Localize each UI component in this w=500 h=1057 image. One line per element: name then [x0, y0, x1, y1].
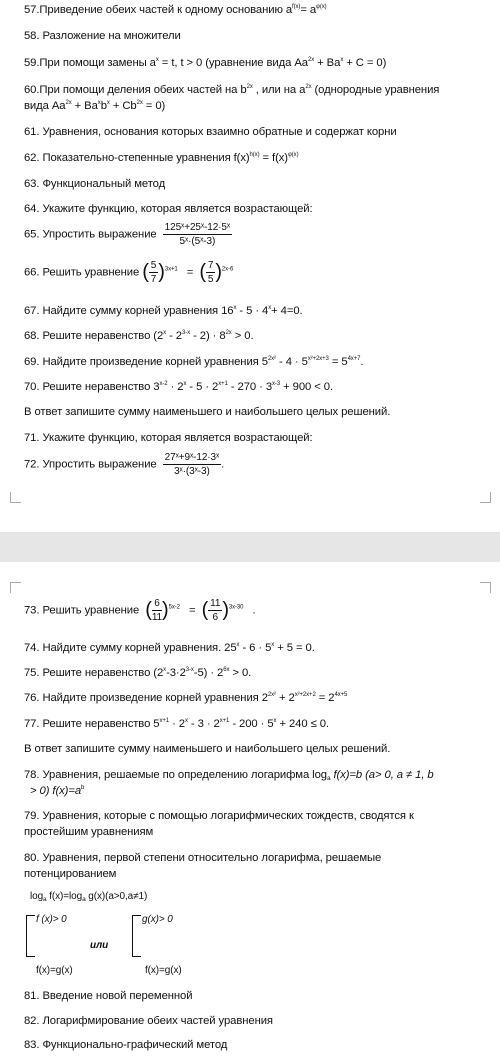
item-70-note: В ответ запишите сумму наименьшего и наибольшего целых решений.: [24, 406, 391, 418]
item-78-line2: > 0) $f(x)=a^b$: [30, 785, 85, 797]
item-65: 65. Упростить выражение $\frac{\text{125ˣ+25ˣ-12·5ˣ}}{\text{5ˣ·(5ˣ-3)}}$: [24, 222, 231, 247]
system-brace-right: [132, 915, 141, 957]
item-82: 82. Логарифмирование обеих частей уравнения: [24, 1015, 273, 1027]
item-66: 66. Решить уравнение ( $\frac{5}{7}$ )$^{3x+1}$ = ( $\frac{7}{5}$ )$^{2x-6}$: [24, 260, 234, 285]
item-77-note: В ответ запишите сумму наименьшего и наибольшего целых решений.: [24, 743, 391, 755]
page-corner-mark: [10, 582, 21, 593]
log-formula: $\log_a f(x)=\log_a$ g(x)(a>0,a≠1): [30, 891, 148, 903]
item-75: 75. Решите неравенство $(2^x-3\cdot 2^{3-x}-5) \cdot 2^{6x} > 0$.: [24, 667, 252, 679]
system-equality-left: f(x)=g(x): [36, 965, 73, 976]
item-57: 57.Приведение обеих частей к одному основанию $a^{f(x)}= a^{\varphi(x)}$: [24, 4, 327, 16]
item-80-line2: потенцированием: [24, 868, 117, 880]
item-81: 81. Введение новой переменной: [24, 990, 193, 1002]
system-condition-f: f (x)> 0: [36, 914, 67, 925]
item-79-line2: простейшим уравнениям: [24, 826, 154, 838]
or-label: или: [90, 940, 109, 951]
item-60-line2: вида $Aa^{2x} + Ba^xb^x + Cb^{2x} = 0$): [24, 100, 166, 112]
item-71: 71. Укажите функцию, которая является возрастающей:: [24, 432, 313, 444]
page-corner-mark: [480, 492, 491, 503]
system-brace-left: [26, 915, 35, 957]
item-67: 67. Найдите сумму корней уравнения $16^x - 5 \cdot 4^x+ 4=0$.: [24, 305, 303, 317]
fraction: $\frac{\text{125ˣ+25ˣ-12·5ˣ}}{\text{5ˣ·(5ˣ-3)}}$: [164, 222, 231, 247]
page-break: [0, 532, 500, 562]
item-60: 60.При помощи деления обеих частей на $b^{2x}$ , или на $a^{2x}$ (однородные уравнения: [24, 84, 440, 96]
item-62: 62. Показательно-степенные уравнения $f(x)^{h(x)} = f(x)^{\varphi(x)}$: [24, 152, 299, 164]
item-70: 70. Решите неравенство $3^{x-2} \cdot 2^x - 5 \cdot 2^{x+1} - 270 \cdot 3^{x-3} + 900 < 0$.: [24, 381, 333, 393]
item-72: 72. Упростить выражение $\frac{\text{27ˣ+9ˣ-12·3ˣ}}{\text{3ˣ·(3ˣ-3)}}$ .: [24, 452, 225, 477]
item-80: 80. Уравнения, первой степени относительно логарифма, решаемые: [24, 852, 382, 864]
item-74: 74. Найдите сумму корней уравнения. $25^x - 6 \cdot 5^x + 5 = 0$.: [24, 642, 315, 654]
item-58: 58. Разложение на множители: [24, 30, 181, 42]
system-condition-g: g(x)> 0: [142, 914, 173, 925]
page-corner-mark: [10, 492, 21, 503]
item-63: 63. Функциональный метод: [24, 178, 166, 190]
item-76: 76. Найдите произведение корней уравнения $2^{2x^2} + 2^{x^2+2x+2} = 2^{4x+5}$: [24, 692, 348, 704]
system-equality-right: f(x)=g(x): [145, 965, 182, 976]
item-79: 79. Уравнения, которые с помощью логарифмических тождеств, сводятся к: [24, 810, 414, 822]
item-68: 68. Решите неравенство $(2^x - 2^{3-x} - 2) \cdot 8^{2x} > 0$.: [24, 330, 254, 342]
item-69: 69. Найдите произведение корней уравнения $5^{2x^2} - 4 \cdot 5^{x^2+2x+3} = 5^{4x+7}$.: [24, 356, 364, 368]
item-61: 61. Уравнения, основания которых взаимно обратные и содержат корни: [24, 126, 397, 138]
item-77: 77. Решите неравенство $5^{x+1} \cdot 2^x - 3 \cdot 2^{x+1} - 200 \cdot 5^x + 240 \le 0$.: [24, 718, 329, 730]
item-83: 83. Функционально-графический метод: [24, 1039, 228, 1051]
item-59: 59.При помощи замены $a^x = t$, t > 0 (уравнение вида $Aa^{2x} + Ba^x + C = 0$): [24, 57, 387, 69]
fraction: $\frac{\text{27ˣ+9ˣ-12·3ˣ}}{\text{3ˣ·(3ˣ-3)}}$: [164, 452, 220, 477]
item-64: 64. Укажите функцию, которая является возрастающей:: [24, 203, 313, 215]
item-78: 78. Уравнения, решаемые по определению логарифма $\log_a f(x)=b$ (a> 0, a ≠ 1, b: [24, 769, 434, 782]
page-corner-mark: [480, 582, 491, 593]
item-73: 73. Решить уравнение ( $\frac{6}{11}$ )$^{5x-2}$ = ( $\frac{11}{6}$ )$^{3x-30}$ .: [24, 598, 256, 623]
